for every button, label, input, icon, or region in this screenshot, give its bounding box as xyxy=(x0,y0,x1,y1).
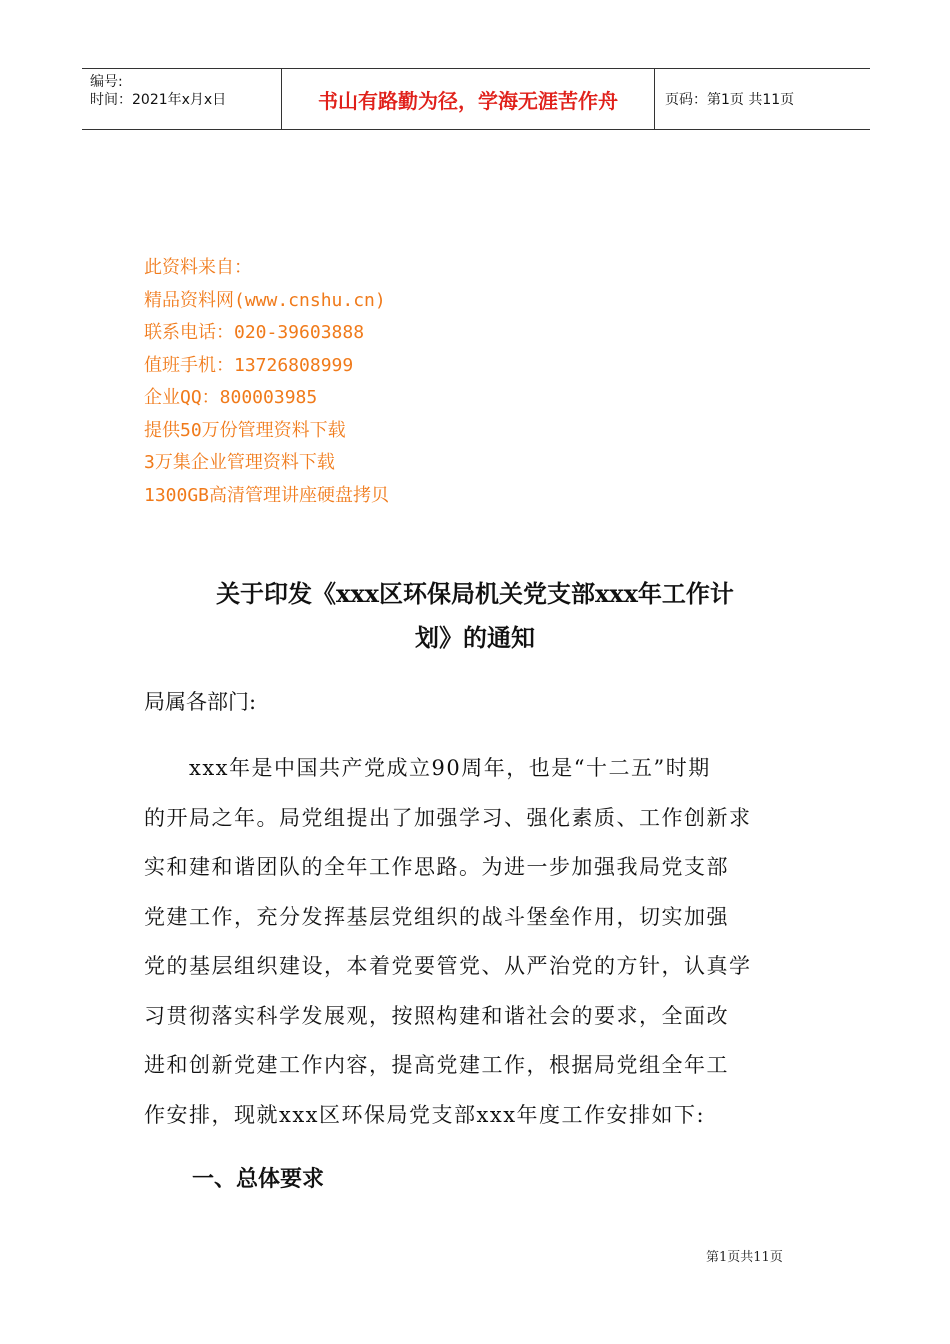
page-header xyxy=(82,68,870,130)
header-motto: 书山有路勤为径，学海无涯苦作舟 xyxy=(282,69,655,129)
body-paragraph xyxy=(144,744,806,1140)
document-title xyxy=(144,572,806,660)
source-line: 1300GB高清管理讲座硬盘拷贝 xyxy=(144,484,390,506)
serial-label: 编号: xyxy=(90,74,123,90)
source-info-block xyxy=(144,252,389,512)
source-line: 此资料来自： xyxy=(144,257,252,278)
title-line-1: 关于印发《xxx区环保局机关党支部xxx年工作计 xyxy=(216,579,734,608)
paragraph-line: 作安排，现就xxx区环保局党支部xxx年度工作安排如下: xyxy=(144,1102,706,1127)
paragraph-line: 习贯彻落实科学发展观，按照构建和谐社会的要求，全面改 xyxy=(144,1003,729,1028)
title-line-2: 划》的通知 xyxy=(415,623,535,652)
paragraph-line: 的开局之年。局党组提出了加强学习、强化素质、工作创新求 xyxy=(144,805,752,830)
paragraph-line: 党的基层组织建设，本着党要管党、从严治党的方针，认真学 xyxy=(144,954,752,978)
paragraph-line: xxx年是中国共产党成立90周年，也是“十二五”时期 xyxy=(144,756,711,780)
source-line: 值班手机：13726808999 xyxy=(144,354,354,376)
source-line: 企业QQ：800003985 xyxy=(144,387,318,408)
section-heading: 一、总体要求 xyxy=(192,1167,325,1192)
salutation: 局属各部门: xyxy=(144,690,257,714)
paragraph-line: 实和建和谐团队的全年工作思路。为进一步加强我局党支部 xyxy=(144,855,729,879)
time-label: 时间：2021年x月x日 xyxy=(90,92,227,108)
source-line: 提供50万份管理资料下载 xyxy=(144,419,346,441)
header-meta-cell xyxy=(82,69,282,129)
source-line: 3万集企业管理资料下载 xyxy=(144,452,335,473)
paragraph-line: 党建工作，充分发挥基层党组织的战斗堡垒作用，切实加强 xyxy=(144,904,729,929)
page-footer: 第1页共11页 xyxy=(706,1250,783,1265)
source-line: 精品资料网(www.cnshu.cn) xyxy=(144,289,386,311)
source-line: 联系电话：020-39603888 xyxy=(144,322,365,343)
paragraph-line: 进和创新党建工作内容，提高党建工作，根据局党组全年工 xyxy=(144,1053,729,1077)
header-page-info: 页码：第1页 共11页 xyxy=(665,92,795,108)
